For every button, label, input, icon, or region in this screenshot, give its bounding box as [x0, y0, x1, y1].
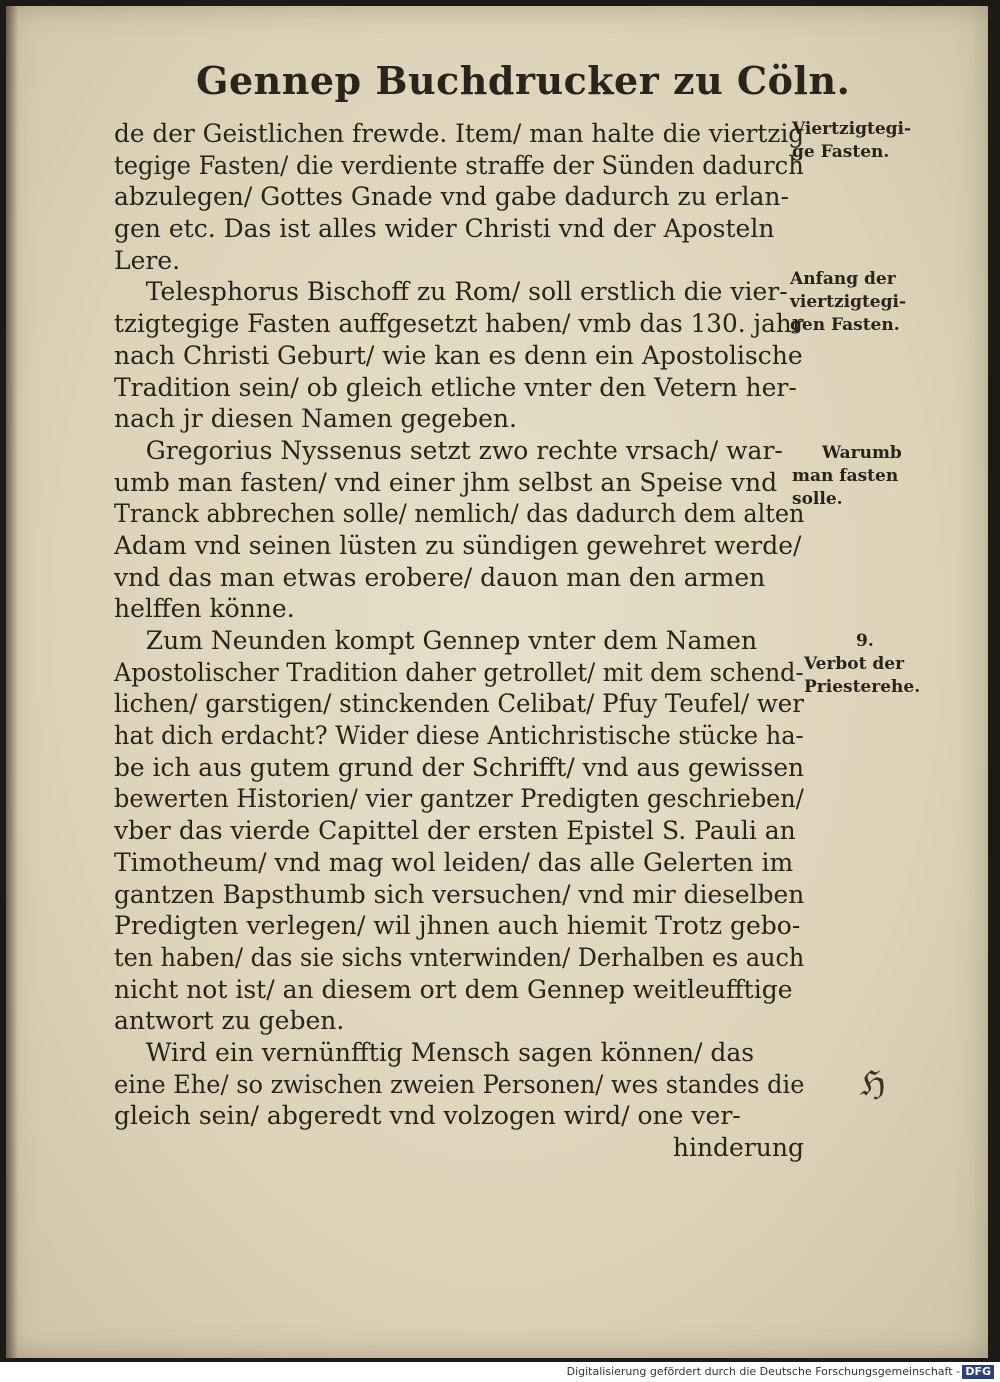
text-line: bewerten Historien/ vier gantzer Predigten geschrieben/	[114, 784, 804, 814]
text-line: nicht not ist/ an diesem ort dem Gennep weitleufftige	[114, 974, 793, 1004]
text-line: Lere.	[114, 245, 181, 275]
text-line: tzigtegige Fasten auffgesetzt haben/ vmb das 130. jahr	[114, 309, 804, 339]
text-line: helffen könne.	[114, 594, 295, 624]
marginal-line: solle.	[792, 489, 843, 509]
text-line: Zum Neunden kompt Gennep vnter dem Namen	[114, 626, 758, 655]
marginal-line: viertzigtegi-	[790, 292, 907, 312]
marginal-line: Viertzigtegi-	[792, 119, 912, 139]
text-line: nach Christi Geburt/ wie kan es denn ein Apostolische	[114, 340, 803, 370]
text-line: gantzen Bapsthumb sich versuchen/ vnd mir dieselben	[114, 879, 804, 909]
text-line: gen etc. Das ist alles wider Christi vnd der Aposteln	[114, 214, 775, 244]
text-line: Telesphorus Bischoff zu Rom/ soll erstlich die vier-	[114, 277, 788, 307]
marginal-line: Priesterehe.	[804, 677, 921, 697]
running-header: Gennep Buchdrucker zu Cöln.	[196, 58, 851, 103]
marginal-note-1	[792, 118, 911, 164]
text-line: abzulegen/ Gottes Gnade vnd gabe dadurch zu erlan-	[114, 182, 789, 212]
marginal-line: Verbot der	[804, 654, 905, 674]
marginal-line: gen Fasten.	[790, 315, 900, 335]
dfg-logo: DFG	[962, 1365, 994, 1379]
text-line: Tranck abbrechen solle/ nemlich/ das dadurch dem alten	[114, 499, 804, 529]
text-line: lichen/ garstigen/ stinckenden Celibat/ Pfuy Teufel/ wer	[114, 689, 804, 719]
text-line: Apostolischer Tradition daher getrollet/ mit dem schend-	[114, 657, 804, 687]
marginal-line: 9.	[856, 631, 874, 651]
text-line: ten haben/ das sie sichs vnterwinden/ Derhalben es auch	[114, 942, 804, 972]
book-page	[6, 6, 988, 1358]
text-line: Timotheum/ vnd mag wol leiden/ das alle Gelerten im	[114, 847, 794, 877]
text-line: hat dich erdacht? Wider diese Antichristische stücke ha-	[114, 721, 804, 751]
text-line: Predigten verlegen/ wil jhnen auch hiemit Trotz gebo-	[114, 911, 801, 941]
signature-mark: ℌ	[860, 1064, 886, 1104]
marginal-line: man fasten	[792, 466, 899, 486]
marginal-line: Anfang der	[790, 269, 896, 289]
footer-credit: Digitalisierung gefördert durch die Deutsche Forschungsgemeinschaft -	[566, 1365, 960, 1378]
text-line: tegige Fasten/ die verdiente straffe der Sünden dadurch	[114, 150, 804, 180]
marginal-note-2	[790, 268, 906, 337]
marginal-note-3	[792, 442, 902, 511]
text-line: Wird ein vernünfftig Mensch sagen können/ das	[114, 1037, 755, 1067]
digitization-footer	[0, 1362, 1000, 1382]
text-line: de der Geistlichen frewde. Item/ man halte die viertzig	[114, 119, 804, 148]
body-text	[114, 118, 804, 1164]
marginal-line: ge Fasten.	[792, 142, 890, 162]
text-line: vnd das man etwas erobere/ dauon man den armen	[114, 562, 766, 592]
text-line: Tradition sein/ ob gleich etliche vnter den Vetern her-	[114, 372, 797, 402]
text-line: vber das vierde Capittel der ersten Epistel S. Pauli an	[114, 816, 796, 846]
text-line: nach jr diesen Namen gegeben.	[114, 404, 517, 434]
text-line: umb man fasten/ vnd einer jhm selbst an Speise vnd	[114, 467, 778, 497]
text-line: eine Ehe/ so zwischen zweien Personen/ wes standes die	[114, 1069, 804, 1099]
text-line: hinderung	[672, 1133, 804, 1162]
marginal-line: Warumb	[822, 443, 902, 463]
text-line: Adam vnd seinen lüsten zu sündigen gewehret werde/	[114, 530, 802, 560]
text-line: be ich aus gutem grund der Schrifft/ vnd aus gewissen	[114, 752, 804, 782]
text-line: antwort zu geben.	[114, 1006, 345, 1036]
marginal-note-4	[804, 630, 920, 699]
text-line: Gregorius Nyssenus setzt zwo rechte vrsach/ war-	[114, 435, 783, 465]
text-line: gleich sein/ abgeredt vnd volzogen wird/ one ver-	[114, 1101, 741, 1131]
